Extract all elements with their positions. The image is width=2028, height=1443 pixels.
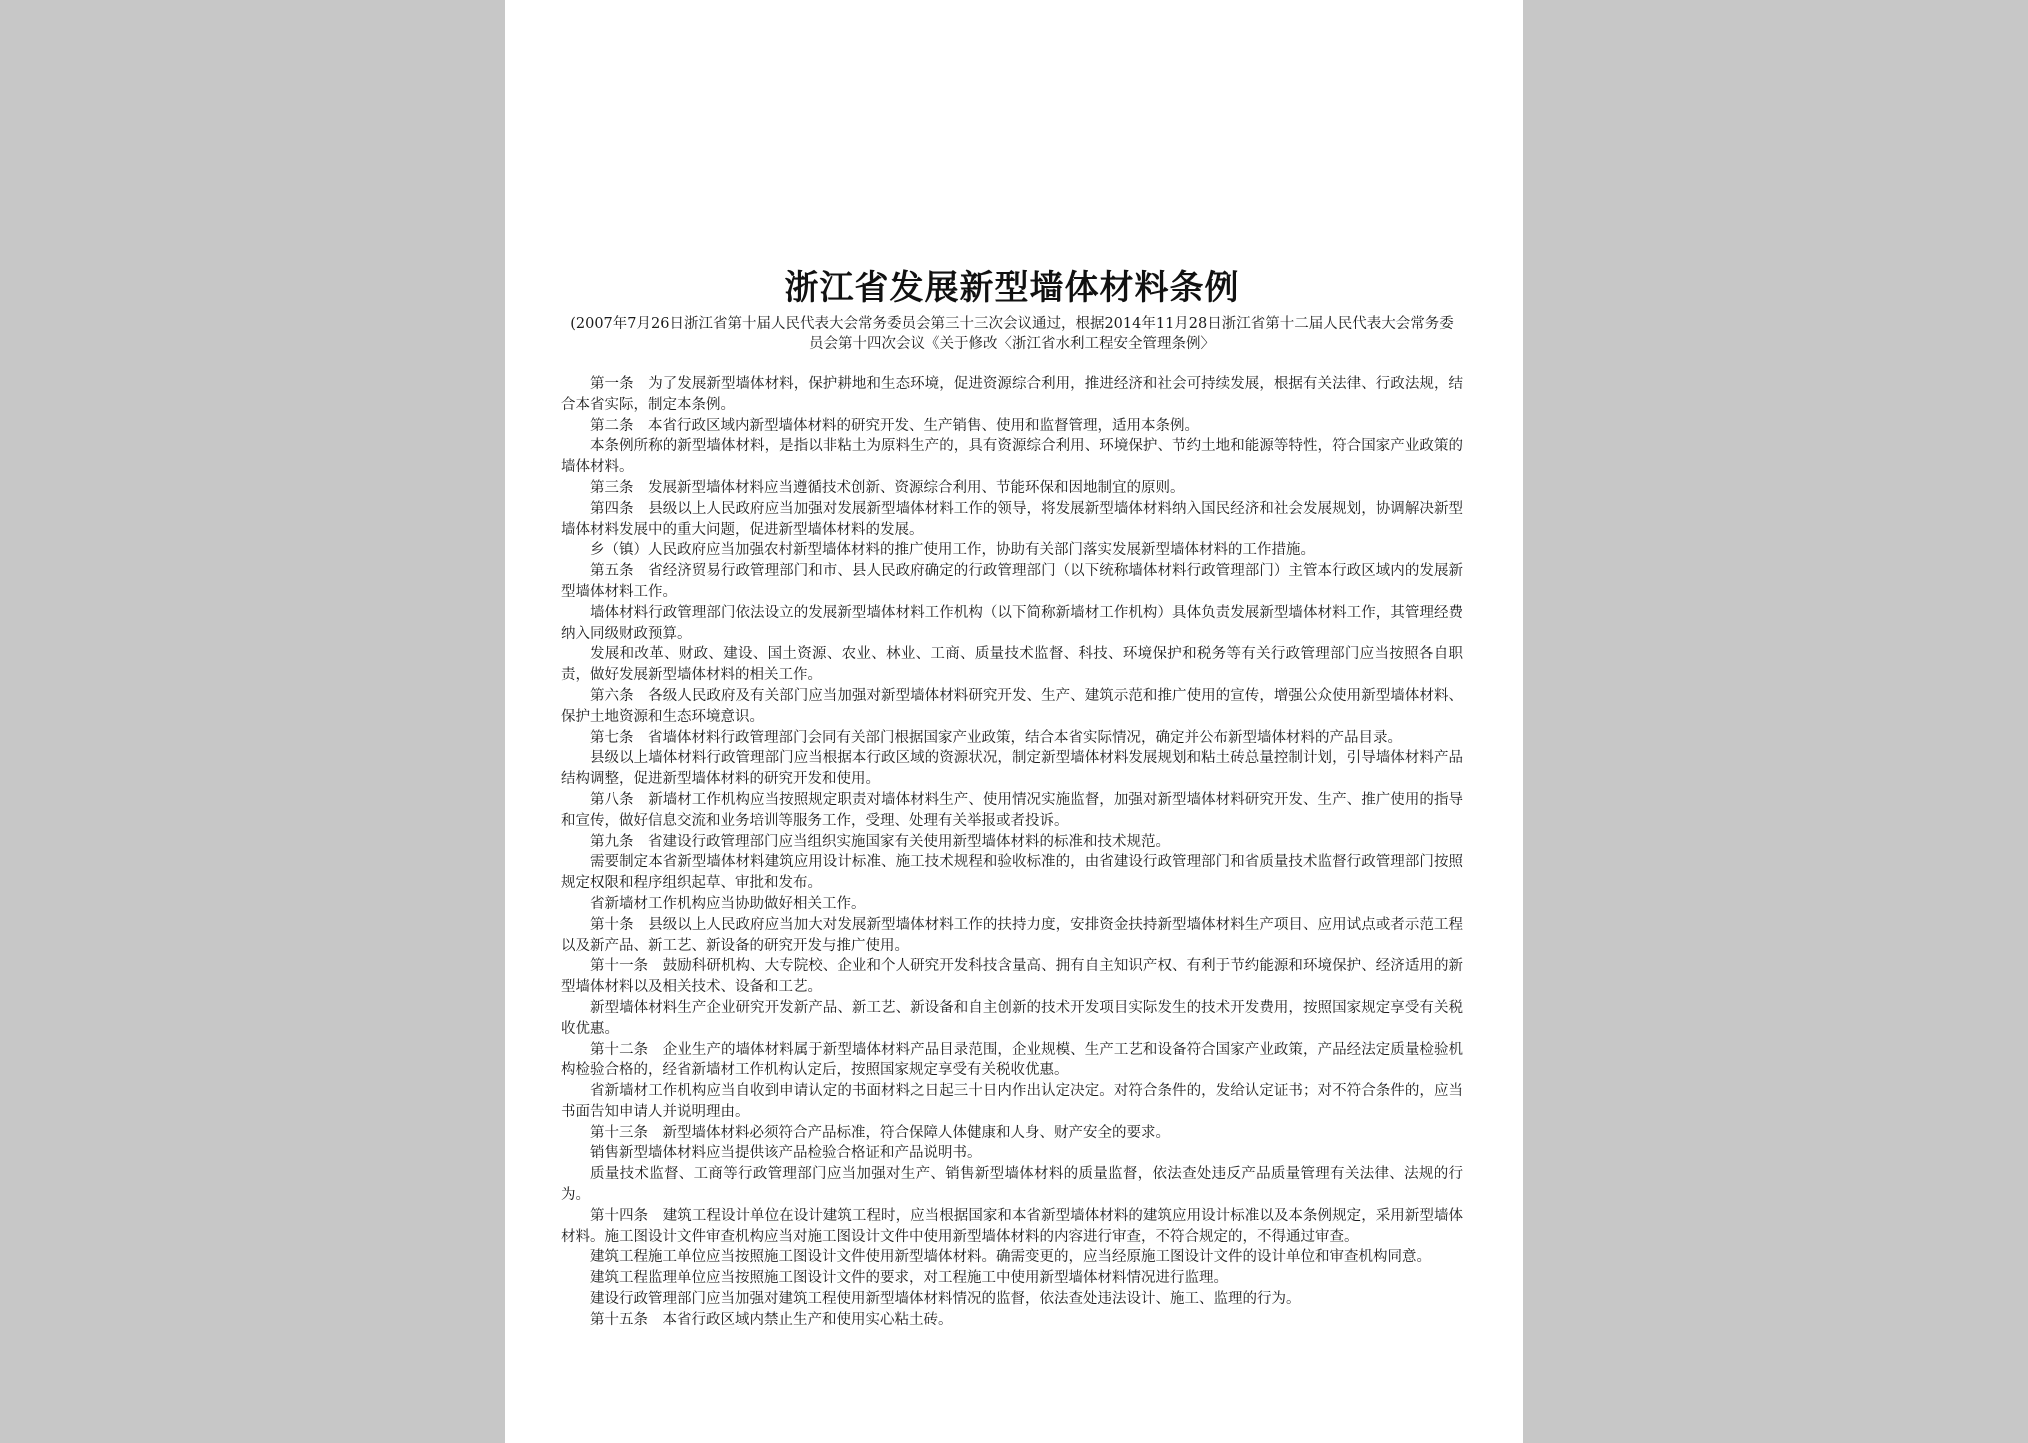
document-paragraph: 第五条 省经济贸易行政管理部门和市、县人民政府确定的行政管理部门（以下统称墙体材料行政管理部门）主管本行政区域内的发展新型墙体材料工作。 bbox=[561, 563, 1463, 600]
document-paragraph: 第十一条 鼓励科研机构、大专院校、企业和个人研究开发科技含量高、拥有自主知识产权、有利于节约能源和环境保护、经济适用的新型墙体材料以及相关技术、设备和工艺。 bbox=[561, 958, 1463, 996]
document-paragraph: 建筑工程施工单位应当按照施工图设计文件使用新型墙体材料。确需变更的，应当经原施工图设计文件的设计单位和审查机构同意。 bbox=[590, 1249, 1431, 1266]
document-paragraph: 第七条 省墙体材料行政管理部门会同有关部门根据国家产业政策，结合本省实际情况，确定并公布新型墙体材料的产品目录。 bbox=[590, 729, 1402, 746]
document-paragraph: 第四条 县级以上人民政府应当加强对发展新型墙体材料工作的领导，将发展新型墙体材料纳入国民经济和社会发展规划，协调解决新型墙体材料发展中的重大问题，促进新型墙体材料的发展。 bbox=[561, 500, 1463, 538]
document-paragraph: 发展和改革、财政、建设、国土资源、农业、林业、工商、质量技术监督、科技、环境保护和税务等有关行政管理部门应当按照各自职责，做好发展新型墙体材料的相关工作。 bbox=[561, 646, 1463, 684]
document-paragraph: 墙体材料行政管理部门依法设立的发展新型墙体材料工作机构（以下简称新墙材工作机构）具体负责发展新型墙体材料工作，其管理经费纳入同级财政预算。 bbox=[561, 604, 1463, 642]
document-paragraph: 乡（镇）人民政府应当加强农村新型墙体材料的推广使用工作，协助有关部门落实发展新型墙体材料的工作措施。 bbox=[590, 542, 1315, 559]
document-paragraph: 建设行政管理部门应当加强对建筑工程使用新型墙体材料情况的监督，依法查处违法设计、施工、监理的行为。 bbox=[590, 1291, 1301, 1308]
document-paragraph: 第十五条 本省行政区域内禁止生产和使用实心粘土砖。 bbox=[590, 1311, 953, 1328]
document-paragraph: 第十三条 新型墙体材料必须符合产品标准，符合保障人体健康和人身、财产安全的要求。 bbox=[590, 1124, 1170, 1141]
document-paragraph: 建筑工程监理单位应当按照施工图设计文件的要求，对工程施工中使用新型墙体材料情况进行监理。 bbox=[590, 1270, 1228, 1287]
document-paragraph: 第六条 各级人民政府及有关部门应当加强对新型墙体材料研究开发、生产、建筑示范和推广使用的宣传，增强公众使用新型墙体材料、保护土地资源和生态环境意识。 bbox=[561, 687, 1463, 725]
document-paragraph: 省新墙材工作机构应当自收到申请认定的书面材料之日起三十日内作出认定决定。对符合条件的，发给认定证书；对不符合条件的，应当书面告知申请人并说明理由。 bbox=[561, 1083, 1463, 1120]
document-paragraph: 第三条 发展新型墙体材料应当遵循技术创新、资源综合利用、节能环保和因地制宜的原则。 bbox=[590, 479, 1185, 496]
document-paragraph: 第九条 省建设行政管理部门应当组织实施国家有关使用新型墙体材料的标准和技术规范。 bbox=[590, 833, 1170, 850]
document-paragraph: 县级以上墙体材料行政管理部门应当根据本行政区域的资源状况，制定新型墙体材料发展规划和粘土砖总量控制计划，引导墙体材料产品结构调整，促进新型墙体材料的研究开发和使用。 bbox=[561, 750, 1463, 788]
document-paragraph: 本条例所称的新型墙体材料，是指以非粘土为原料生产的，具有资源综合利用、环境保护、节约土地和能源等特性，符合国家产业政策的墙体材料。 bbox=[561, 438, 1463, 476]
document-paragraph: 第一条 为了发展新型墙体材料，保护耕地和生态环境，促进资源综合利用，推进经济和社会可持续发展，根据有关法律、行政法规，结合本省实际，制定本条例。 bbox=[561, 376, 1463, 413]
document-title: 浙江省发展新型墙体材料条例 bbox=[784, 268, 1240, 308]
document-page bbox=[505, 0, 1523, 1443]
document-paragraph: 质量技术监督、工商等行政管理部门应当加强对生产、销售新型墙体材料的质量监督，依法查处违反产品质量管理有关法律、法规的行为。 bbox=[561, 1166, 1463, 1204]
document-paragraph: 省新墙材工作机构应当协助做好相关工作。 bbox=[590, 895, 866, 912]
document-paragraph: 第十四条 建筑工程设计单位在设计建筑工程时，应当根据国家和本省新型墙体材料的建筑应用设计标准以及本条例规定，采用新型墙体材料。施工图设计文件审查机构应当对施工图设计文件中使用新型墙体材料的内容进行审查，不符合规定的，不得通过审查。 bbox=[561, 1207, 1463, 1245]
document-paragraph: 第二条 本省行政区域内新型墙体材料的研究开发、生产销售、使用和监督管理，适用本条例。 bbox=[590, 417, 1199, 434]
document-paragraph: 第八条 新墙材工作机构应当按照规定职责对墙体材料生产、使用情况实施监督，加强对新型墙体材料研究开发、生产、推广使用的指导和宣传，做好信息交流和业务培训等服务工作，受理、处理有关举报或者投诉。 bbox=[561, 791, 1463, 829]
document-paragraph: 第十条 县级以上人民政府应当加大对发展新型墙体材料工作的扶持力度，安排资金扶持新型墙体材料生产项目、应用试点或者示范工程以及新产品、新工艺、新设备的研究开发与推广使用。 bbox=[561, 916, 1463, 954]
document-paragraph: 新型墙体材料生产企业研究开发新产品、新工艺、新设备和自主创新的技术开发项目实际发生的技术开发费用，按照国家规定享受有关税收优惠。 bbox=[561, 999, 1463, 1037]
document-paragraph: 需要制定本省新型墙体材料建筑应用设计标准、施工技术规程和验收标准的，由省建设行政管理部门和省质量技术监督行政管理部门按照规定权限和程序组织起草、审批和发布。 bbox=[561, 854, 1463, 892]
document-paragraph: 销售新型墙体材料应当提供该产品检验合格证和产品说明书。 bbox=[590, 1145, 982, 1162]
document-body bbox=[561, 374, 1463, 1331]
document-subtitle: (2007年7月26日浙江省第十届人民代表大会常务委员会第三十三次会议通过，根据2014年11月28日浙江省第十二届人民代表大会常务委员会第十四次会议《关于修改〈浙江省水利工程安全管理条例〉 bbox=[570, 316, 1454, 352]
document-paragraph: 第十二条 企业生产的墙体材料属于新型墙体材料产品目录范围，企业规模、生产工艺和设备符合国家产业政策，产品经法定质量检验机构检验合格的，经省新墙材工作机构认定后，按照国家规定享受有关税收优惠。 bbox=[561, 1041, 1463, 1079]
